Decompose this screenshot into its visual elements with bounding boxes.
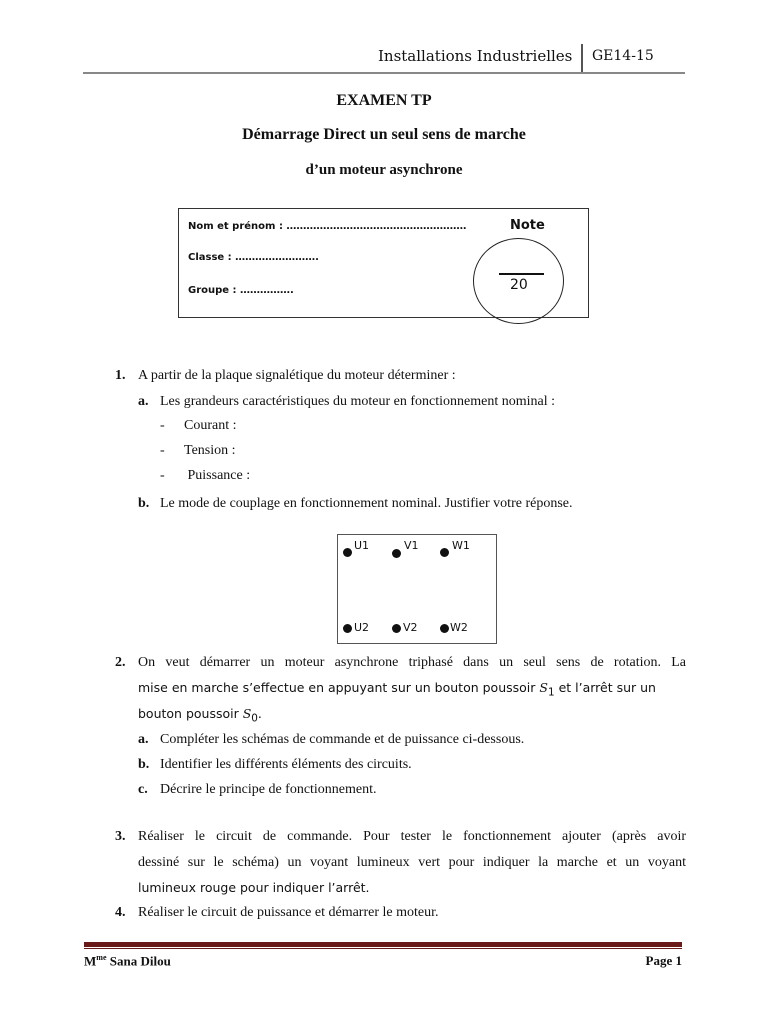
q2a-text: Compléter les schémas de commande et de puissance ci-dessous. [160,732,525,747]
group-field[interactable]: Groupe : ……………. [188,285,294,296]
q1a-text: Les grandeurs caractéristiques du moteur en fonctionnement nominal : [160,394,555,409]
class-field[interactable]: Classe : ……………………. [188,252,319,263]
fraction-bar [499,273,544,275]
q1a-number: a. [138,394,149,409]
footer-rule-thin [84,948,682,949]
name-field[interactable]: Nom et prénom : ……………………………………………… [188,221,467,232]
q2c-number: c. [138,782,148,797]
author-name: Sana Dilou [106,953,171,969]
terminal-dot [343,624,352,633]
header-code: GE14-15 [592,48,654,64]
s1-subscript: 1 [547,686,555,699]
q1-number: 1. [115,368,126,383]
q2c-text: Décrire le principe de fonctionnement. [160,782,377,797]
terminal-u2: U2 [354,621,370,634]
s0-symbol: S [242,706,252,721]
dash: - [160,468,165,483]
q1-text: A partir de la plaque signalétique du moteur déterminer : [138,368,456,383]
item-courant: Courant : [184,418,237,433]
q3-line2: dessiné sur le schéma) un voyant lumineux vert pour indiquer la marche et un voyant [138,855,686,870]
s1-symbol: S [539,680,548,695]
footer-rule [84,942,682,947]
q2b-text: Identifier les différents éléments des circuits. [160,757,412,772]
q2-text: . [257,706,262,721]
terminal-dot [343,548,352,557]
author-prefix: M [84,953,97,969]
terminal-u1: U1 [354,539,370,552]
note-label: Note [510,218,545,233]
exam-title: EXAMEN TP [336,92,432,109]
q2b-number: b. [138,757,150,772]
terminal-dot [392,624,401,633]
q4-number: 4. [115,905,126,920]
s0-subscript: 0 [251,712,258,725]
q2-text: mise en marche s’effectue en appuyant sur un bouton poussoir [138,680,540,695]
exam-subtitle-1: Démarrage Direct un seul sens de marche [242,126,526,143]
q2-text: bouton poussoir [138,706,243,721]
header-rule [83,72,685,74]
q2-line3 [138,706,262,725]
terminal-v2: V2 [403,621,418,634]
terminal-v1: V1 [404,539,419,552]
q2-line2 [138,680,656,699]
item-tension: Tension : [184,443,236,458]
q1b-number: b. [138,496,150,511]
terminal-w2: W2 [450,621,468,634]
q2-text: et l’arrêt sur un [554,680,656,695]
dash: - [160,418,165,433]
item-puissance: Puissance : [184,468,251,483]
q1b-text: Le mode de couplage en fonctionnement nominal. Justifier votre réponse. [160,496,573,511]
terminal-dot [440,624,449,633]
header-divider [581,44,583,73]
q3-line3: lumineux rouge pour indiquer l’arrêt. [138,880,370,895]
terminal-dot [392,549,401,558]
q2-line1: On veut démarrer un moteur asynchrone triphasé dans un seul sens de rotation. La [138,655,686,670]
terminal-dot [440,548,449,557]
q2a-number: a. [138,732,149,747]
q2-number: 2. [115,655,126,670]
note-denominator: 20 [510,277,528,293]
q3-number: 3. [115,829,126,844]
q3-line1: Réaliser le circuit de commande. Pour tester le fonctionnement ajouter (après avoir [138,829,686,844]
dash: - [160,443,165,458]
student-info-box [178,208,589,318]
terminal-board [337,534,497,644]
author-sup: me [96,953,107,962]
terminal-w1: W1 [452,539,470,552]
q4-text: Réaliser le circuit de puissance et démarrer le moteur. [138,905,439,920]
footer-author [84,953,171,969]
footer-page-number: Page 1 [645,953,682,968]
exam-subtitle-2: d’un moteur asynchrone [305,162,463,178]
header-course: Installations Industrielles [378,47,573,65]
